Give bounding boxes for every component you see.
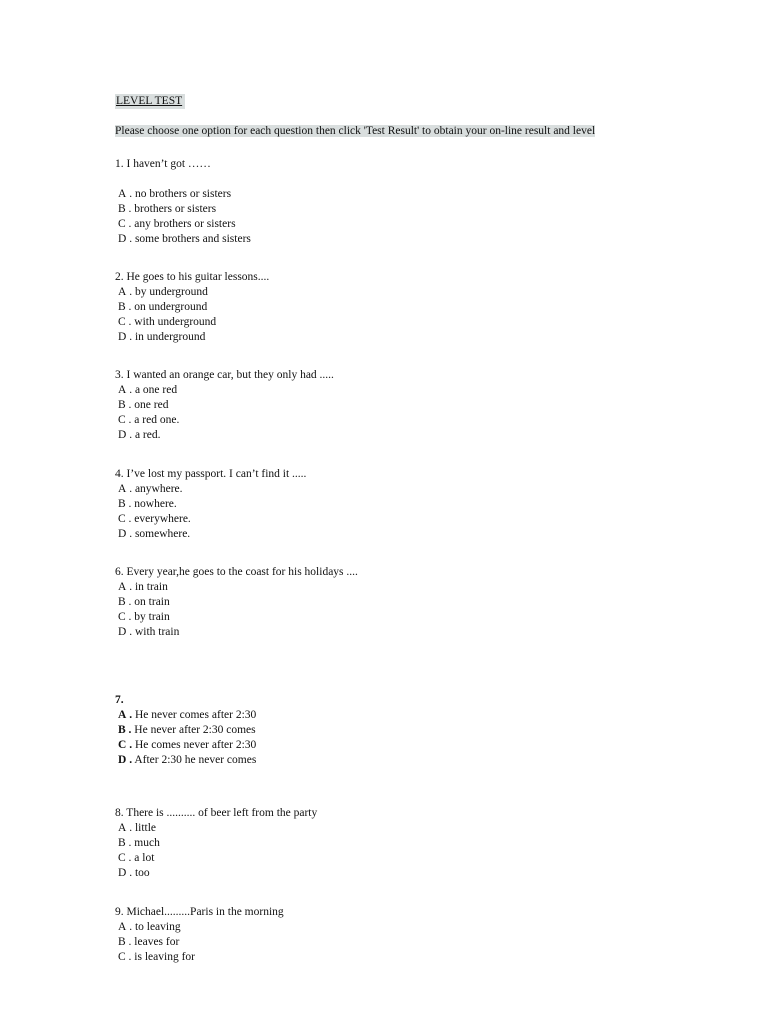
option-letter: A [118, 188, 127, 200]
option-text: to leaving [134, 921, 181, 933]
option-letter: B [118, 203, 126, 215]
option-letter: B [118, 399, 126, 411]
option-text: some brothers and sisters [134, 233, 251, 245]
option-text: He never after 2:30 comes [134, 724, 256, 736]
option-b[interactable]: B . nowhere. [118, 498, 177, 510]
option-d[interactable]: D . in underground [118, 331, 206, 343]
question-3 [115, 368, 635, 443]
option-letter: A [118, 483, 127, 495]
option-text: is leaving for [134, 951, 195, 963]
option-letter: B [118, 301, 126, 313]
option-letter: D [118, 331, 127, 343]
option-letter: B [118, 837, 126, 849]
option-b[interactable]: B . leaves for [118, 936, 180, 948]
option-letter: B [118, 498, 126, 510]
option-a[interactable]: A . by underground [118, 286, 208, 298]
option-c[interactable]: C . everywhere. [118, 513, 191, 525]
option-text: nowhere. [134, 498, 177, 510]
option-c[interactable]: C . He comes never after 2:30 [118, 739, 257, 751]
option-b[interactable]: B . much [118, 837, 160, 849]
option-text: a red. [134, 429, 161, 441]
question-prompt: 4. I’ve lost my passport. I can’t find it ..... [115, 468, 307, 480]
option-text: After 2:30 he never comes [134, 754, 257, 766]
option-a[interactable]: A . He never comes after 2:30 [118, 709, 257, 721]
option-c[interactable]: C . a lot [118, 852, 155, 864]
option-text: leaves for [134, 936, 180, 948]
option-a[interactable]: A . no brothers or sisters [118, 188, 232, 200]
option-letter: A [118, 384, 127, 396]
option-a[interactable]: A . anywhere. [118, 483, 183, 495]
option-text: with train [134, 626, 180, 638]
option-letter: C [118, 852, 126, 864]
option-text: on train [134, 596, 170, 608]
option-text: much [134, 837, 160, 849]
question-prompt: 6. Every year,he goes to the coast for his holidays .... [115, 566, 358, 578]
option-text: little [134, 822, 157, 834]
option-text: somewhere. [134, 528, 191, 540]
option-c[interactable]: C . by train [118, 611, 170, 623]
option-letter: D [118, 429, 127, 441]
option-d[interactable]: D . with train [118, 626, 180, 638]
page-title: LEVEL TEST [115, 94, 185, 109]
option-letter: B [118, 596, 126, 608]
option-d[interactable]: D . somewhere. [118, 528, 191, 540]
option-letter: C [118, 316, 126, 328]
option-letter: C [118, 951, 126, 963]
option-text: by train [134, 611, 170, 623]
option-d[interactable]: D . too [118, 867, 150, 879]
option-text: on underground [134, 301, 208, 313]
option-text: in underground [134, 331, 206, 343]
question-8 [115, 806, 635, 881]
question-7 [115, 693, 635, 768]
option-letter: C [118, 414, 126, 426]
document-page [115, 94, 635, 965]
option-b[interactable]: B . one red [118, 399, 169, 411]
option-b[interactable]: B . on underground [118, 301, 208, 313]
option-letter: D [118, 867, 127, 879]
option-text: in train [134, 581, 168, 593]
option-text: anywhere. [134, 483, 183, 495]
question-prompt: 9. Michael.........Paris in the morning [115, 906, 284, 918]
option-c[interactable]: C . any brothers or sisters [118, 218, 236, 230]
option-text: brothers or sisters [134, 203, 217, 215]
option-letter: D [118, 626, 127, 638]
option-letter: B [118, 936, 126, 948]
question-prompt: 7. [115, 694, 124, 706]
question-4 [115, 467, 635, 542]
question-prompt: 8. There is .......... of beer left from the party [115, 807, 318, 819]
question-prompt: 1. I haven’t got …… [115, 158, 211, 170]
option-text: with underground [134, 316, 217, 328]
option-c[interactable]: C . with underground [118, 316, 217, 328]
option-text: no brothers or sisters [134, 188, 232, 200]
option-letter: A [118, 822, 127, 834]
question-2 [115, 270, 635, 345]
option-text: any brothers or sisters [134, 218, 236, 230]
option-a[interactable]: A . in train [118, 581, 168, 593]
option-text: a one red [134, 384, 178, 396]
option-b[interactable]: B . on train [118, 596, 170, 608]
option-d[interactable]: D . some brothers and sisters [118, 233, 251, 245]
option-letter: A [118, 581, 127, 593]
option-letter: C [118, 513, 126, 525]
option-text: He comes never after 2:30 [134, 739, 257, 751]
option-letter: D [118, 754, 127, 766]
option-c[interactable]: C . a red one. [118, 414, 180, 426]
option-letter: A [118, 286, 127, 298]
option-c[interactable]: C . is leaving for [118, 951, 195, 963]
option-a[interactable]: A . little [118, 822, 157, 834]
question-prompt: 2. He goes to his guitar lessons.... [115, 271, 270, 283]
option-text: everywhere. [134, 513, 191, 525]
option-text: by underground [134, 286, 208, 298]
option-letter: A [118, 709, 127, 721]
option-d[interactable]: D . After 2:30 he never comes [118, 754, 257, 766]
option-a[interactable]: A . to leaving [118, 921, 181, 933]
option-text: a red one. [134, 414, 180, 426]
question-prompt: 3. I wanted an orange car, but they only had ..... [115, 369, 334, 381]
instructions [115, 124, 630, 139]
option-letter: C [118, 611, 126, 623]
option-d[interactable]: D . a red. [118, 429, 161, 441]
option-a[interactable]: A . a one red [118, 384, 178, 396]
option-text: a lot [134, 852, 155, 864]
question-1 [115, 157, 635, 247]
option-letter: D [118, 528, 127, 540]
option-letter: D [118, 233, 127, 245]
option-letter: C [118, 739, 127, 751]
option-text: He never comes after 2:30 [134, 709, 257, 721]
option-b[interactable]: B . brothers or sisters [118, 203, 217, 215]
question-6 [115, 565, 635, 640]
option-b[interactable]: B . He never after 2:30 comes [118, 724, 256, 736]
question-9 [115, 905, 635, 965]
option-letter: B [118, 724, 126, 736]
instructions-text: Please choose one option for each question then click 'Test Result' to obtain your on-line result and level [115, 125, 596, 137]
option-letter: A [118, 921, 127, 933]
option-letter: C [118, 218, 126, 230]
option-text: too [134, 867, 150, 879]
option-text: one red [134, 399, 169, 411]
